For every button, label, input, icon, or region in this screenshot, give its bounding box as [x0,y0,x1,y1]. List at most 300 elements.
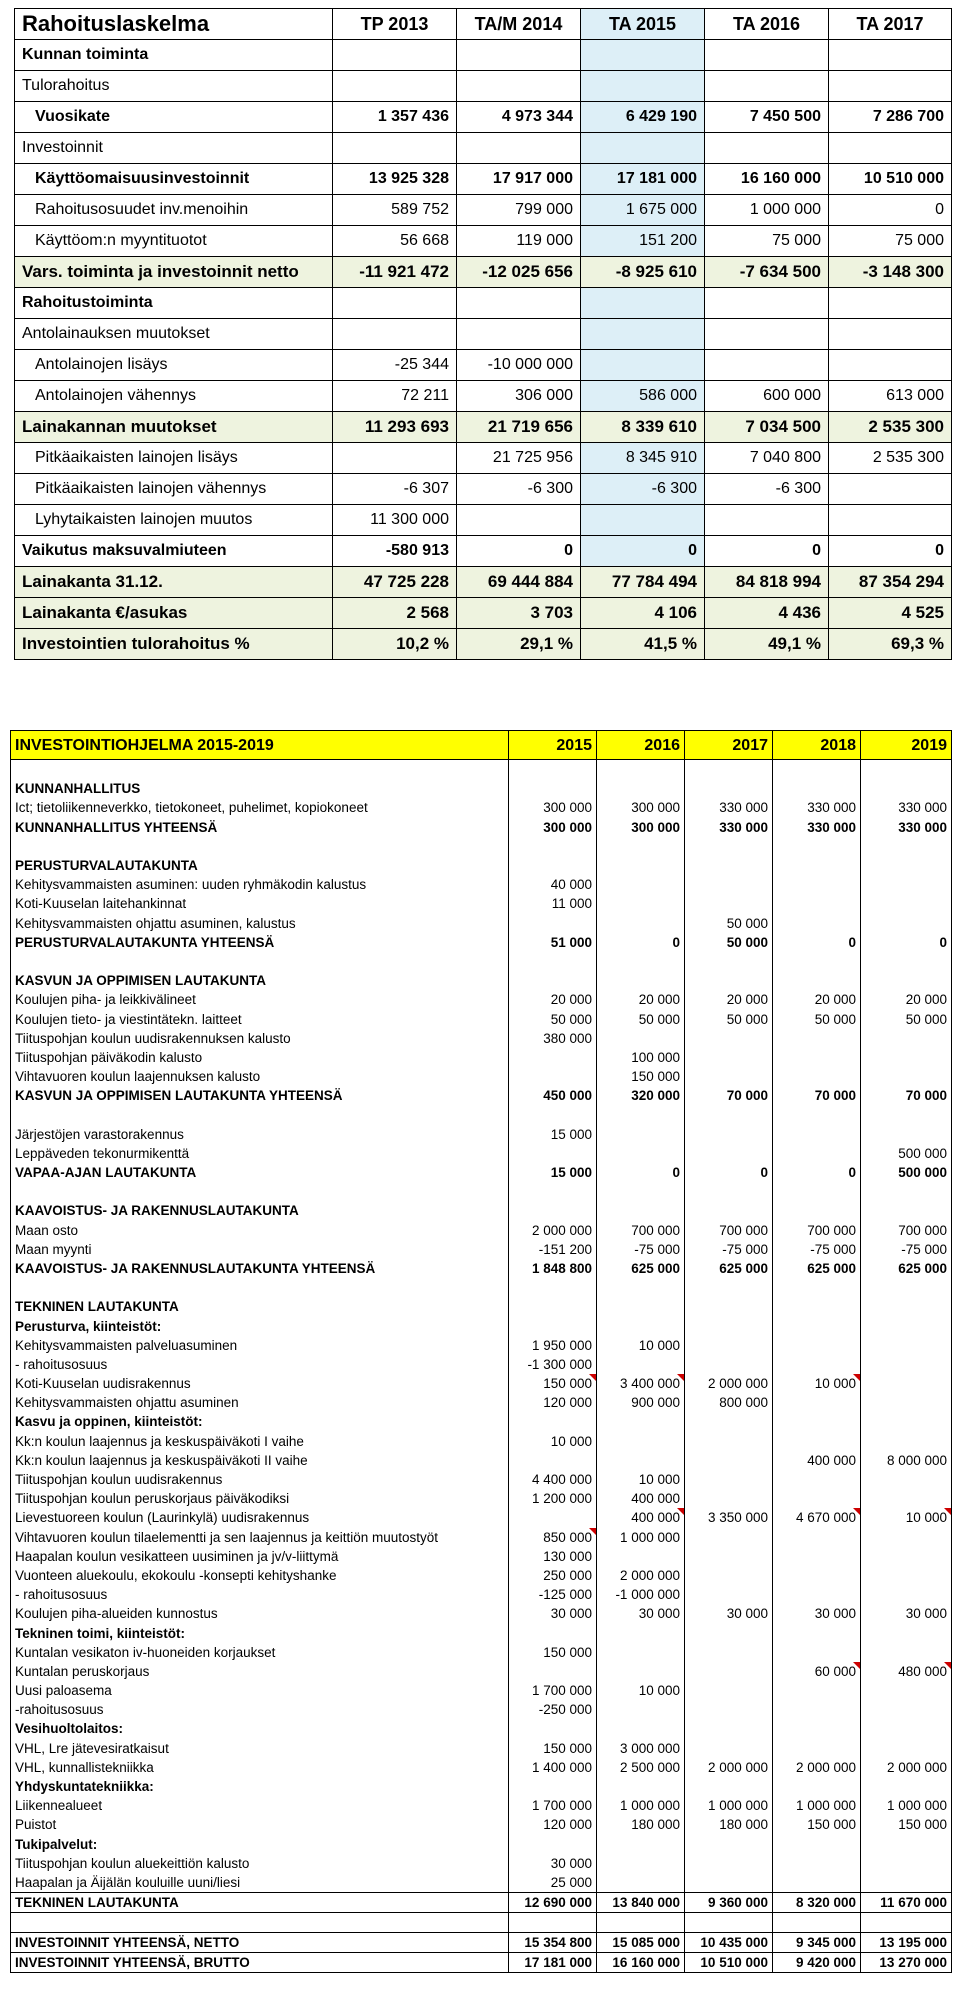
cell-text: 13 270 000 [879,1955,947,1971]
cell-text: 10 000 [550,1433,592,1449]
cell-text: 130 000 [543,1548,592,1564]
cell-value [597,1758,685,1777]
cell-value [597,1854,685,1873]
cell-value [773,1259,861,1278]
table-row [11,990,952,1009]
cell-value [861,1470,952,1489]
row-label: Pitkäaikaisten lainojen vähennys [15,474,333,505]
comment-marker-icon[interactable] [677,1374,684,1381]
row-label: Uusi paloasema [11,1681,509,1700]
cell-text: 300 000 [543,819,592,835]
cell-text: 300 000 [543,800,592,816]
cell-text: 1 400 000 [531,1759,592,1775]
comment-marker-icon[interactable] [853,1662,860,1669]
cell-value: 11 300 000 [333,505,457,536]
cell-value [509,1470,597,1489]
cell-value [685,1933,773,1953]
cell-text: 900 000 [631,1395,680,1411]
cell-text: 250 000 [543,1567,592,1583]
cell-value [773,1815,861,1834]
cell-value [509,1297,597,1316]
cell-value [861,1029,952,1048]
cell-text: 180 000 [631,1817,680,1833]
cell-value [509,875,597,894]
cell-value [685,971,773,990]
table-row [15,226,952,257]
cell-text: 625 000 [898,1260,947,1276]
row-label: KAAVOISTUS- JA RAKENNUSLAUTAKUNTA YHTEENSÄ [11,1259,509,1278]
cell-value [829,133,952,164]
cell-text: 3 400 000 [619,1376,680,1392]
cell-value [685,1374,773,1393]
row-label: Koulujen piha- ja leikkivälineet [11,990,509,1009]
total-row [11,1953,952,1973]
cell-value [685,779,773,798]
comment-marker-icon[interactable] [589,1528,596,1535]
cell-value: 2 535 300 [829,443,952,474]
cell-value: 1 357 436 [333,102,457,133]
cell-value [685,1585,773,1604]
cell-value [773,1796,861,1815]
table-row [11,1412,952,1431]
cell-text: 50 000 [550,1011,592,1027]
row-label: Vihtavuoren koulun laajennuksen kalusto [11,1067,509,1086]
cell-value [597,914,685,933]
cell-text: 20 000 [726,992,768,1008]
row-label: Ict; tietoliikenneverkko, tietokoneet, puhelimet, kopiokoneet [11,798,509,817]
cell-value [509,1316,597,1335]
cell-text: 700 000 [898,1222,947,1238]
cell-value [685,1144,773,1163]
cell-text: 330 000 [898,819,947,835]
row-label: KAAVOISTUS- JA RAKENNUSLAUTAKUNTA [11,1201,509,1220]
cell-value [597,990,685,1009]
cell-value [597,1719,685,1738]
cell-text: 30 000 [638,1606,680,1622]
cell-value [861,875,952,894]
cell-value [333,288,457,319]
table-row [11,1700,952,1719]
table-row [11,1585,952,1604]
cell-value [861,1643,952,1662]
cell-text: -151 200 [538,1241,592,1257]
cell-value [581,350,705,381]
row-label: Kunnan toiminta [15,40,333,71]
cell-value: -6 300 [457,474,581,505]
row-label: Vuosikate [15,102,333,133]
cell-value [861,1086,952,1105]
table-row [11,1086,952,1105]
cell-value [597,1163,685,1182]
cell-value [685,1623,773,1642]
cell-value [597,1681,685,1700]
cell-value [861,1221,952,1240]
cell-value [597,1240,685,1259]
cell-value: 0 [829,536,952,567]
cell-text: 10 435 000 [700,1935,768,1951]
cell-text: 10 000 [905,1510,947,1526]
cell-value: 7 286 700 [829,102,952,133]
cell-value [509,1953,597,1973]
row-label: Kuntalan peruskorjaus [11,1662,509,1681]
row-label: Koulujen piha-alueiden kunnostus [11,1604,509,1623]
cell-value [705,505,829,536]
cell-value [581,288,705,319]
cell-value [509,1451,597,1470]
cell-value [773,1374,861,1393]
cell-text: 120 000 [543,1395,592,1411]
row-label: Investoinnit [15,133,333,164]
cell-text: 50 000 [726,1011,768,1027]
row-label: Vuonteen aluekoulu, ekokoulu -konsepti kehityshanke [11,1566,509,1585]
cell-value [597,1604,685,1623]
cell-value [685,1259,773,1278]
cell-value: 2 535 300 [829,412,952,443]
empty-cell [773,1182,861,1201]
table-row [11,1528,952,1547]
cell-value [861,971,952,990]
cell-value [861,1796,952,1815]
cell-value [597,1953,685,1973]
cell-value [773,1739,861,1758]
year-header: 2015 [509,731,597,760]
year-header: 2019 [861,731,952,760]
cell-value [597,1643,685,1662]
cell-text: 1 950 000 [531,1337,592,1353]
cell-value [773,1221,861,1240]
cell-value [509,1508,597,1527]
cell-value: 16 160 000 [705,164,829,195]
cell-value: -8 925 610 [581,257,705,288]
cell-text: 500 000 [898,1165,947,1181]
table-row [11,1758,952,1777]
cell-text: 1 200 000 [531,1491,592,1507]
row-label: Kehitysvammaisten asuminen: uuden ryhmäkodin kalustus [11,875,509,894]
cell-value [597,1873,685,1893]
cell-text: 1 000 000 [795,1798,856,1814]
cell-value [581,319,705,350]
table-row [11,1623,952,1642]
cell-value [509,779,597,798]
cell-value [861,1893,952,1913]
empty-cell [11,837,509,856]
cell-value [861,856,952,875]
table-row [11,798,952,817]
table-row [11,818,952,837]
table-row [11,1336,952,1355]
cell-value [509,894,597,913]
cell-value [773,1893,861,1913]
cell-text: 20 000 [550,992,592,1008]
cell-value: 21 719 656 [457,412,581,443]
cell-value [509,914,597,933]
cell-value [773,1873,861,1893]
cell-text: 51 000 [550,934,592,950]
cell-value [861,1719,952,1738]
table-row [15,567,952,598]
cell-value [861,1585,952,1604]
comment-marker-icon[interactable] [944,1662,951,1669]
cell-value [861,990,952,1009]
comment-marker-icon[interactable] [853,1374,860,1381]
cell-value [597,875,685,894]
cell-text: 50 000 [638,1011,680,1027]
cell-value [509,1547,597,1566]
cell-value: 69,3 % [829,629,952,660]
cell-text: -250 000 [538,1702,592,1718]
cell-value: 7 450 500 [705,102,829,133]
cell-value [685,1048,773,1067]
cell-value [773,1393,861,1412]
cell-value [509,1796,597,1815]
cell-text: 50 000 [726,915,768,931]
cell-value [457,288,581,319]
cell-value [773,1489,861,1508]
cell-value [597,1662,685,1681]
cell-value [773,1451,861,1470]
cell-value: 17 917 000 [457,164,581,195]
row-label: Investointien tulorahoitus % [15,629,333,660]
empty-cell [509,1182,597,1201]
table-row [11,1240,952,1259]
cell-text: 120 000 [543,1817,592,1833]
cell-value [773,798,861,817]
cell-value: -7 634 500 [705,257,829,288]
cell-value [685,933,773,952]
empty-cell [509,952,597,971]
row-label: INVESTOINNIT YHTEENSÄ, BRUTTO [11,1953,509,1973]
table-header-row [11,731,952,760]
table-row [11,1067,952,1086]
empty-cell [509,1278,597,1297]
cell-value [597,1933,685,1953]
row-label: Kk:n koulun laajennus ja keskuspäiväkoti II vaihe [11,1451,509,1470]
comment-marker-icon[interactable] [589,1374,596,1381]
table-title: Rahoituslaskelma [15,9,333,40]
table-row [15,288,952,319]
cell-value [597,1393,685,1412]
cell-value [861,1953,952,1973]
cell-value [685,1412,773,1431]
row-label: Antolainojen lisäys [15,350,333,381]
empty-cell [685,760,773,780]
table-row [15,319,952,350]
cell-text: 9 345 000 [795,1935,856,1951]
cell-value [685,1719,773,1738]
cell-value [861,1067,952,1086]
row-label: -rahoitusosuus [11,1700,509,1719]
cell-value [597,1528,685,1547]
table-row [15,598,952,629]
cell-text: -75 000 [634,1241,680,1257]
table-row [11,1029,952,1048]
cell-value [685,798,773,817]
cell-text: 15 085 000 [612,1935,680,1951]
cell-value [509,1412,597,1431]
cell-value [509,1854,597,1873]
cell-text: -1 000 000 [615,1587,680,1603]
cell-value [773,818,861,837]
cell-value [509,1221,597,1240]
cell-text: 2 000 000 [707,1759,768,1775]
cell-value [509,1374,597,1393]
cell-value [773,1086,861,1105]
cell-value [705,40,829,71]
cell-value [333,71,457,102]
cell-text: 850 000 [543,1529,592,1545]
cell-value [685,1835,773,1854]
table-row [11,1796,952,1815]
cell-value [509,933,597,952]
empty-cell [773,1105,861,1124]
table-header-row [15,9,952,40]
row-label: Rahoitustoiminta [15,288,333,319]
cell-value: 2 568 [333,598,457,629]
cell-value [597,1489,685,1508]
cell-value [333,40,457,71]
cell-text: 9 420 000 [795,1955,856,1971]
cell-value [773,1777,861,1796]
cell-value [829,71,952,102]
cell-text: 480 000 [898,1663,947,1679]
cell-value [861,1623,952,1642]
cell-value [773,1355,861,1374]
cell-value [773,1854,861,1873]
cell-value [773,1643,861,1662]
comment-marker-icon[interactable] [944,1508,951,1515]
cell-text: 700 000 [807,1222,856,1238]
cell-value [457,40,581,71]
cell-value [861,1412,952,1431]
empty-cell [509,837,597,856]
cell-value [597,1547,685,1566]
empty-cell [685,837,773,856]
cell-text: 11 670 000 [880,1895,947,1911]
cell-text: 800 000 [719,1395,768,1411]
table-row [11,1662,952,1681]
cell-value [509,1662,597,1681]
cell-value [509,1240,597,1259]
cell-value [861,1259,952,1278]
cell-value: 7 034 500 [705,412,829,443]
cell-value [861,1508,952,1527]
cell-text: 400 000 [631,1491,680,1507]
cell-text: 30 000 [726,1606,768,1622]
empty-cell [509,760,597,780]
cell-value [509,1144,597,1163]
table-row [11,1835,952,1854]
cell-value [685,1336,773,1355]
cell-text: 330 000 [807,819,856,835]
row-label: Vesihuoltolaitos: [11,1719,509,1738]
cell-value: 72 211 [333,381,457,412]
cell-value [597,1144,685,1163]
empty-cell [597,760,685,780]
cell-value [509,1777,597,1796]
cell-value [457,505,581,536]
cell-value: 49,1 % [705,629,829,660]
table-row [11,1297,952,1316]
cell-value [829,350,952,381]
row-label: Antolainauksen muutokset [15,319,333,350]
table-row [15,40,952,71]
cell-text: 4 400 000 [531,1472,592,1488]
cell-value [509,1086,597,1105]
cell-value: 47 725 228 [333,567,457,598]
cell-value [773,1412,861,1431]
cell-value: 119 000 [457,226,581,257]
cell-value [685,894,773,913]
cell-text: 300 000 [631,819,680,835]
cell-value [861,933,952,952]
cell-text: 11 000 [551,896,592,912]
cell-value [333,443,457,474]
cell-value [509,1048,597,1067]
row-label: Lainakanta €/asukas [15,598,333,629]
cell-value [861,1662,952,1681]
cell-text: 30 000 [550,1855,592,1871]
row-label: Kehitysvammaisten ohjattu asuminen, kalustus [11,914,509,933]
cell-text: 1 000 000 [707,1798,768,1814]
cell-text: 15 354 800 [524,1935,592,1951]
cell-value: 7 040 800 [705,443,829,474]
cell-text: 700 000 [631,1222,680,1238]
row-label: Tiituspohjan koulun aluekeittiön kalusto [11,1854,509,1873]
table-row [11,1259,952,1278]
comment-marker-icon[interactable] [677,1508,684,1515]
row-label: KUNNANHALLITUS [11,779,509,798]
cell-text: 70 000 [726,1088,768,1104]
cell-value [773,1201,861,1220]
cell-value [861,1297,952,1316]
cell-value [829,474,952,505]
cell-value [861,818,952,837]
table-row [11,1221,952,1240]
cell-value [597,894,685,913]
cell-value [685,1508,773,1527]
row-label: Tiituspohjan koulun uudisrakennus [11,1470,509,1489]
empty-cell [11,1913,509,1933]
table-row [11,933,952,952]
cell-text: 0 [848,1165,856,1181]
cell-text: 150 000 [807,1817,856,1833]
row-label: Kuntalan vesikaton iv-huoneiden korjaukset [11,1643,509,1662]
cell-value [685,1739,773,1758]
cell-value [861,1374,952,1393]
empty-cell [861,1182,952,1201]
cell-text: -75 000 [722,1241,768,1257]
cell-value [773,1336,861,1355]
cell-text: 60 000 [814,1663,856,1679]
row-label: TEKNINEN LAUTAKUNTA [11,1297,509,1316]
empty-cell [685,1182,773,1201]
spacer-row [11,952,952,971]
cell-value: 29,1 % [457,629,581,660]
empty-cell [861,1913,952,1933]
cell-text: 13 195 000 [879,1935,947,1951]
cell-text: 2 000 000 [795,1759,856,1775]
cell-value [829,288,952,319]
cell-value: 613 000 [829,381,952,412]
cell-value: 1 675 000 [581,195,705,226]
cell-value [861,1489,952,1508]
cell-value: 77 784 494 [581,567,705,598]
year-header: TA 2015 [581,9,705,40]
comment-marker-icon[interactable] [853,1508,860,1515]
row-label: KASVUN JA OPPIMISEN LAUTAKUNTA [11,971,509,990]
cell-value [685,1451,773,1470]
cell-text: 330 000 [719,819,768,835]
